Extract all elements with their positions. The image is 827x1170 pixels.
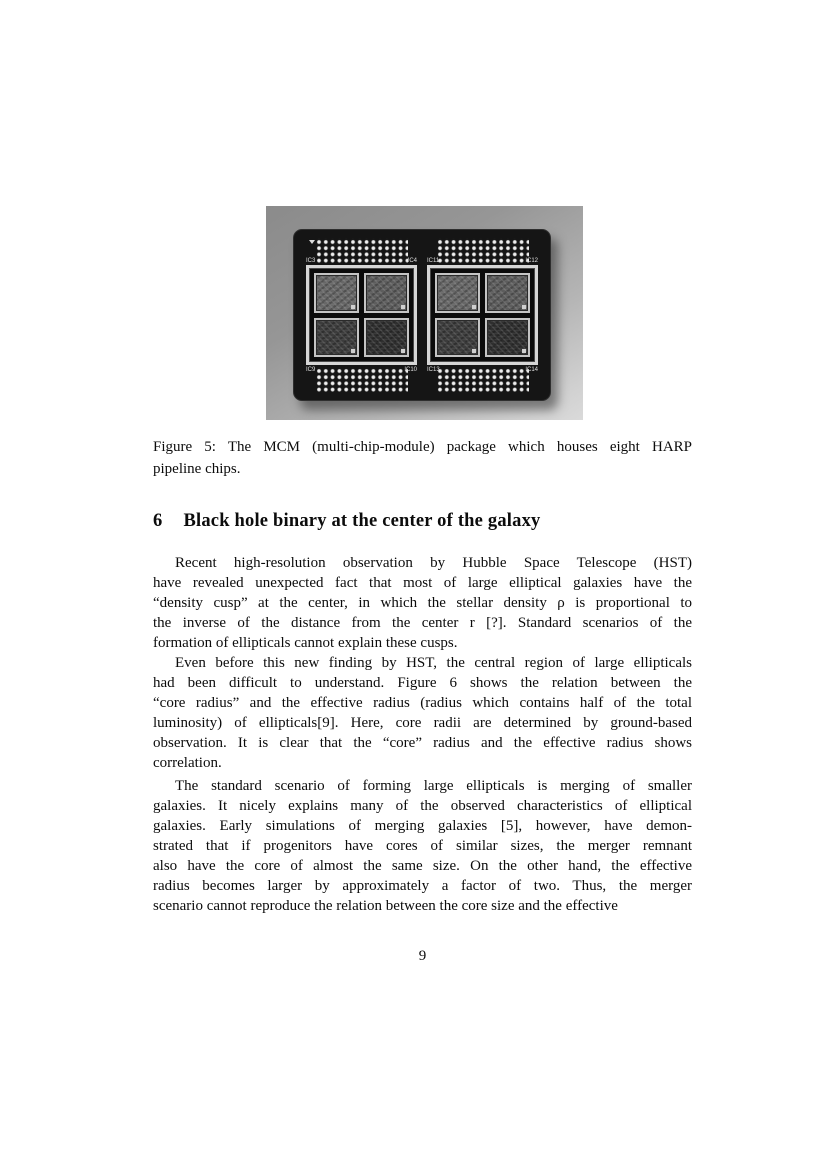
section-heading [153, 509, 692, 533]
pin1-marker-icon [309, 240, 315, 244]
body-paragraph-2-line: luminosity) of ellipticals[9]. Here, core radii are determined by ground-based [153, 715, 692, 731]
mcm-half-2 [427, 238, 538, 392]
body-paragraph-2-line: had been difficult to understand. Figure 6 shows the relation between the [153, 675, 692, 691]
mcm-photo [266, 206, 583, 420]
figure-caption-line: pipeline chips. [153, 461, 241, 477]
harp-chip [314, 318, 359, 358]
body-paragraph-1-line: have revealed unexpected fact that most of large elliptical galaxies have the [153, 575, 692, 591]
body-paragraph-1-line: formation of ellipticals cannot explain these cusps. [153, 635, 458, 651]
body-paragraph-1 [153, 553, 692, 653]
figure-caption [153, 436, 692, 480]
ball-grid-bottom-2 [427, 367, 538, 392]
body-paragraph-3-line: The standard scenario of forming large ellipticals is merging of smaller [175, 778, 692, 794]
body-paragraph-2-line: observation. It is clear that the “core” radius and the effective radius shows [153, 735, 692, 751]
ic-label: IC13 [427, 367, 440, 373]
body-paragraph-1-line: the inverse of the distance from the center r [?]. Standard scenarios of the [153, 615, 692, 631]
section-title: Black hole binary at the center of the galaxy [183, 511, 541, 531]
body-paragraph-2 [153, 653, 692, 773]
body-paragraph-2-line: correlation. [153, 755, 222, 771]
body-paragraph-1-line: Recent high-resolution observation by Hubble Space Telescope (HST) [175, 555, 692, 571]
mcm-half-1 [306, 238, 417, 392]
page-number: 9 [418, 948, 427, 964]
figure-caption-line: Figure 5: The MCM (multi-chip-module) package which houses eight HARP [153, 439, 692, 455]
body-paragraph-2-line: Even before this new finding by HST, the central region of large ellipticals [175, 655, 692, 671]
body-paragraph-3-line: also have the core of almost the same size. On the other hand, the effective [153, 858, 692, 874]
chip-frame-2 [427, 265, 538, 365]
harp-chip [364, 318, 409, 358]
harp-chip [435, 273, 480, 313]
ball-grid-bottom-1 [306, 367, 417, 392]
ic-label: IC4 [407, 258, 417, 264]
harp-chip [314, 273, 359, 313]
body-paragraph-1-line: “density cusp” at the center, in which the stellar density ρ is proportional to [153, 595, 692, 611]
ic-label: IC11 [427, 258, 440, 264]
harp-chip [364, 273, 409, 313]
chip-frame-1 [306, 265, 417, 365]
ic-label: IC10 [404, 367, 417, 373]
body-paragraph-2-line: “core radius” and the effective radius (radius which contains half of the total [153, 695, 692, 711]
harp-chip [435, 318, 480, 358]
ic-label: IC9 [306, 367, 316, 373]
ic-label: IC3 [306, 258, 316, 264]
ball-grid-top-1 [306, 238, 417, 264]
body-paragraph-3-line: strated that if progenitors have cores of similar sizes, the merger remnant [153, 838, 692, 854]
body-paragraph-3-line: radius becomes larger by approximately a factor of two. Thus, the merger [153, 878, 692, 894]
body-paragraph-3-line: galaxies. It nicely explains many of the observed characteristics of elliptical [153, 798, 692, 814]
body-paragraph-3 [153, 776, 692, 916]
harp-chip [485, 318, 530, 358]
ic-label: IC12 [525, 258, 538, 264]
body-paragraph-3-line: scenario cannot reproduce the relation between the core size and the effective [153, 898, 618, 914]
body-paragraph-3-line: galaxies. Early simulations of merging galaxies [5], however, have demon- [153, 818, 692, 834]
mcm-module [293, 229, 551, 401]
harp-chip [485, 273, 530, 313]
section-number: 6 [153, 511, 163, 531]
ic-label: IC14 [525, 367, 538, 373]
ball-grid-top-2 [427, 238, 538, 264]
